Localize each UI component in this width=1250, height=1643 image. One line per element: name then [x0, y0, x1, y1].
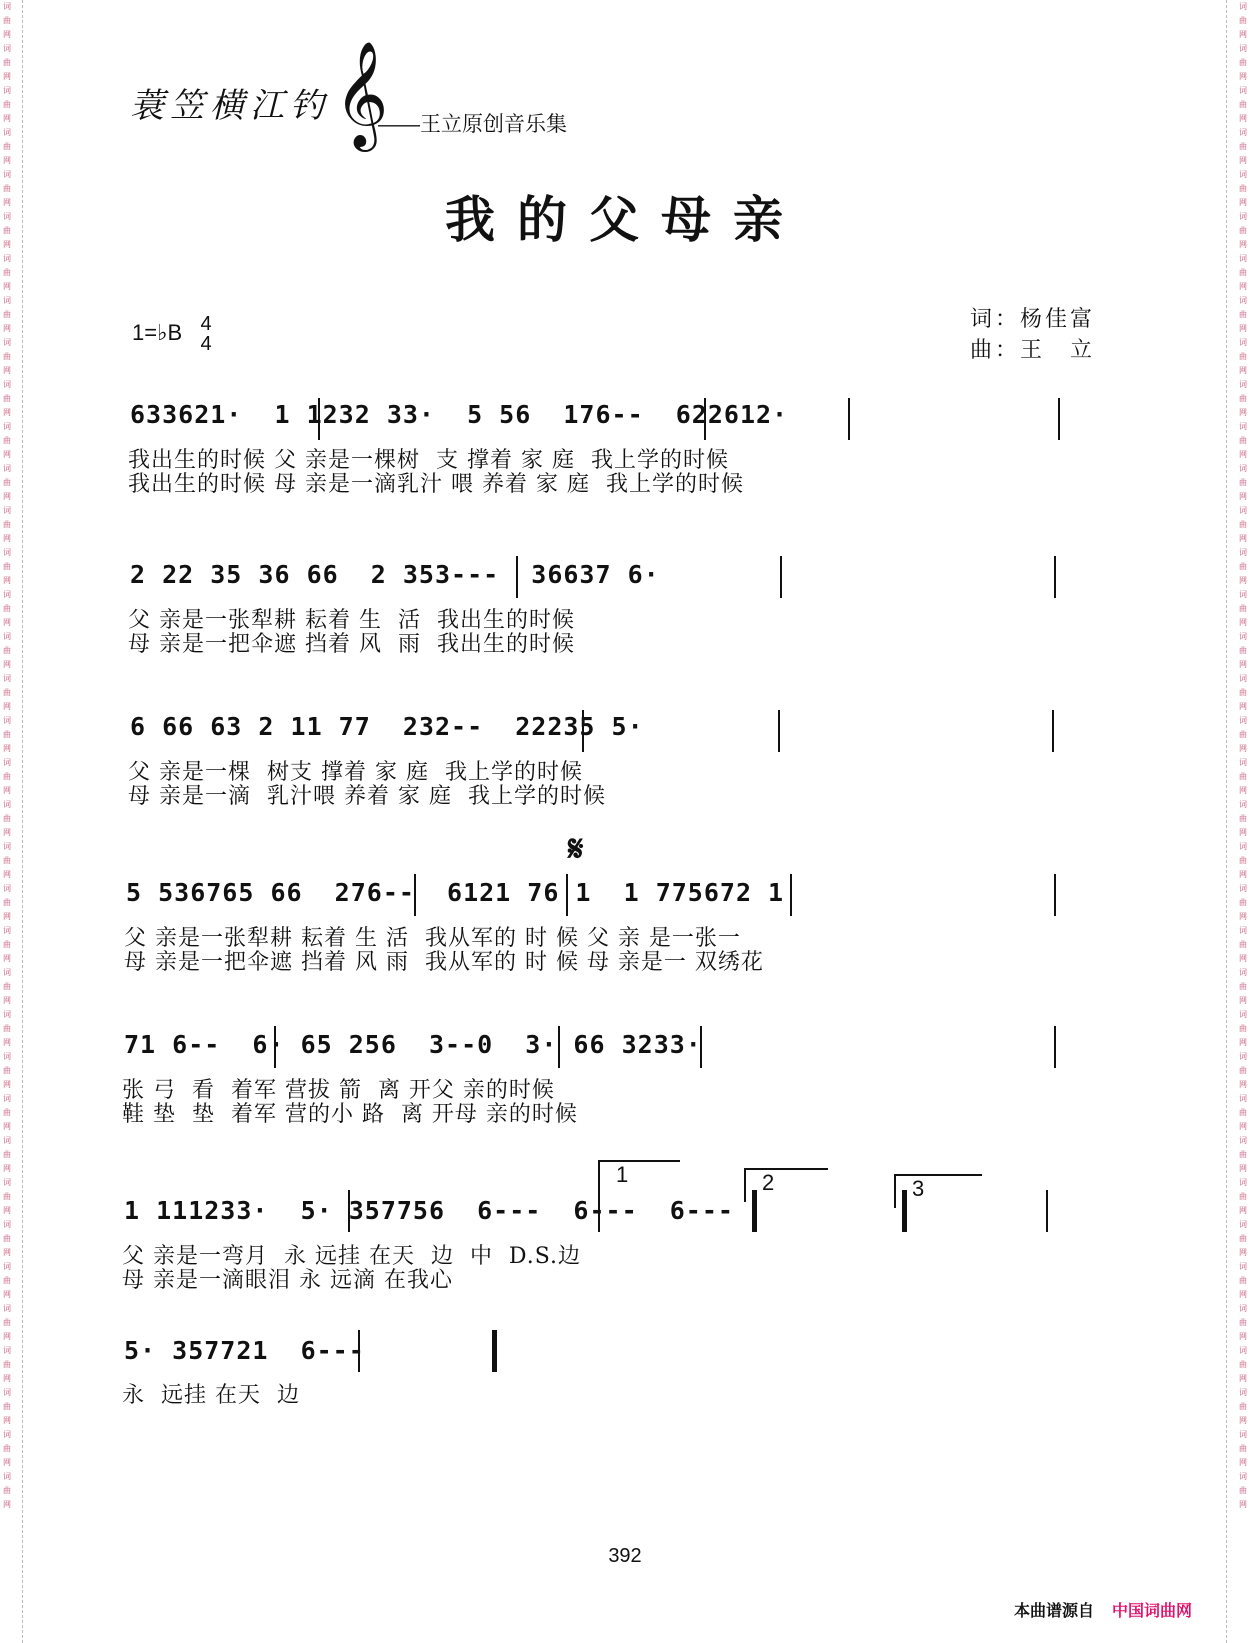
barline — [704, 398, 706, 440]
treble-clef-icon: 𝄞 — [334, 40, 389, 147]
time-signature — [196, 314, 216, 354]
barline — [1054, 1026, 1056, 1068]
lyric-verse-1: 父 亲是一张犁耕 耘着 生 活 我从军的 时 候 父 亲 是一张一 — [124, 926, 741, 951]
barline — [414, 874, 416, 916]
lyric-verse-2: 我出生的时候 母 亲是一滴乳汁 喂 养着 家 庭 我上学的时候 — [128, 472, 744, 497]
key-signature: 1=♭B — [132, 320, 183, 345]
barline — [1058, 398, 1060, 440]
repeat-barline — [902, 1190, 907, 1232]
barline — [582, 710, 584, 752]
lyric-verse-1: 我出生的时候 父 亲是一棵树 支 撑着 家 庭 我上学的时候 — [128, 448, 729, 473]
third-ending-bracket — [894, 1174, 982, 1208]
lyric-verse-1: 永 远挂 在天 边 — [122, 1383, 300, 1408]
series-subtitle: ——王立原创音乐集 — [378, 113, 567, 136]
right-margin-watermark: 词曲网词曲网词曲网词曲网词曲网词曲网词曲网词曲网词曲网词曲网词曲网词曲网词曲网词曲网词曲网词曲网词曲网词曲网词曲网词曲网词曲网词曲网词曲网词曲网词曲网词曲网词曲网词曲网词曲网词曲网词曲网词曲网词曲网词曲网词曲网词曲网 — [1239, 2, 1247, 1509]
barline — [558, 1026, 560, 1068]
barline — [700, 1026, 702, 1068]
notation-line: 71 6-- 6· 65 256 3--0 3· 66 3233· — [124, 1030, 702, 1059]
barline — [790, 874, 792, 916]
song-title: 我的父母亲 — [445, 190, 805, 249]
source-credit — [1014, 1598, 1192, 1621]
barline — [780, 556, 782, 598]
lyricist-credit: 词：杨佳富 — [970, 307, 1096, 332]
notation-line: 1 111233· 5· 357756 6--- 6--- 6--- — [124, 1196, 734, 1225]
notation-line: 5 536765 66 276-- 6121 76 1 1 775672 1 — [126, 878, 785, 907]
final-barline — [492, 1330, 497, 1372]
barline — [1052, 710, 1054, 752]
third-ending-number: 3 — [912, 1176, 925, 1201]
lyric-verse-2: 母 亲是一滴 乳汁喂 养着 家 庭 我上学的时候 — [128, 784, 606, 809]
time-signature-bottom: 4 — [200, 333, 212, 355]
lyric-verse-2: 鞋 垫 垫 着军 营的小 路 离 开母 亲的时候 — [122, 1102, 578, 1127]
first-ending-number: 1 — [616, 1162, 629, 1187]
notation-line: 2 22 35 36 66 2 353--- 36637 6· — [130, 560, 660, 589]
first-ending-bracket — [598, 1160, 680, 1194]
barline — [598, 1190, 600, 1232]
barline — [566, 874, 568, 916]
time-signature-top: 4 — [200, 313, 212, 335]
composer-credit: 曲：王 立 — [970, 338, 1096, 363]
page-number: 392 — [608, 1545, 642, 1567]
lyric-verse-1: 父 亲是一弯月 永 远挂 在天 边 中 D.S.边 — [122, 1244, 582, 1269]
source-label: 本曲谱源自 — [1013, 1603, 1094, 1620]
lyric-verse-1: 父 亲是一棵 树支 撑着 家 庭 我上学的时候 — [128, 760, 583, 785]
barline — [1046, 1190, 1048, 1232]
barline — [778, 710, 780, 752]
barline — [358, 1330, 360, 1372]
series-title: 蓑笠横江钓 — [130, 86, 330, 126]
lyric-verse-2: 母 亲是一滴眼泪 永 远滴 在我心 — [122, 1268, 453, 1293]
segno-sign-icon: 𝄋 — [568, 828, 584, 870]
second-ending-number: 2 — [762, 1170, 775, 1195]
lyric-verse-2: 母 亲是一把伞遮 挡着 风 雨 我从军的 时 候 母 亲是一 双绣花 — [124, 950, 764, 975]
lyric-verse-2: 母 亲是一把伞遮 挡着 风 雨 我出生的时候 — [128, 632, 575, 657]
barline — [1054, 556, 1056, 598]
source-site-link[interactable]: 中国词曲网 — [1111, 1603, 1192, 1620]
barline — [1054, 874, 1056, 916]
barline — [516, 556, 518, 598]
lyric-verse-1: 张 弓 看 着军 营拔 箭 离 开父 亲的时候 — [122, 1078, 555, 1103]
barline — [348, 1190, 350, 1232]
notation-line: 633621· 1 1232 33· 5 56 176-- 622612· — [130, 400, 789, 429]
notation-line: 5· 357721 6--- — [124, 1336, 365, 1365]
barline — [318, 398, 320, 440]
barline — [848, 398, 850, 440]
repeat-barline — [752, 1190, 757, 1232]
barline — [274, 1026, 276, 1068]
lyric-verse-1: 父 亲是一张犁耕 耘着 生 活 我出生的时候 — [128, 608, 575, 633]
notation-line: 6 66 63 2 11 77 232-- 22235 5· — [130, 712, 644, 741]
left-margin-watermark: 词曲网词曲网词曲网词曲网词曲网词曲网词曲网词曲网词曲网词曲网词曲网词曲网词曲网词曲网词曲网词曲网词曲网词曲网词曲网词曲网词曲网词曲网词曲网词曲网词曲网词曲网词曲网词曲网词曲网词曲网词曲网词曲网词曲网词曲网词曲网词曲网 — [3, 2, 11, 1509]
